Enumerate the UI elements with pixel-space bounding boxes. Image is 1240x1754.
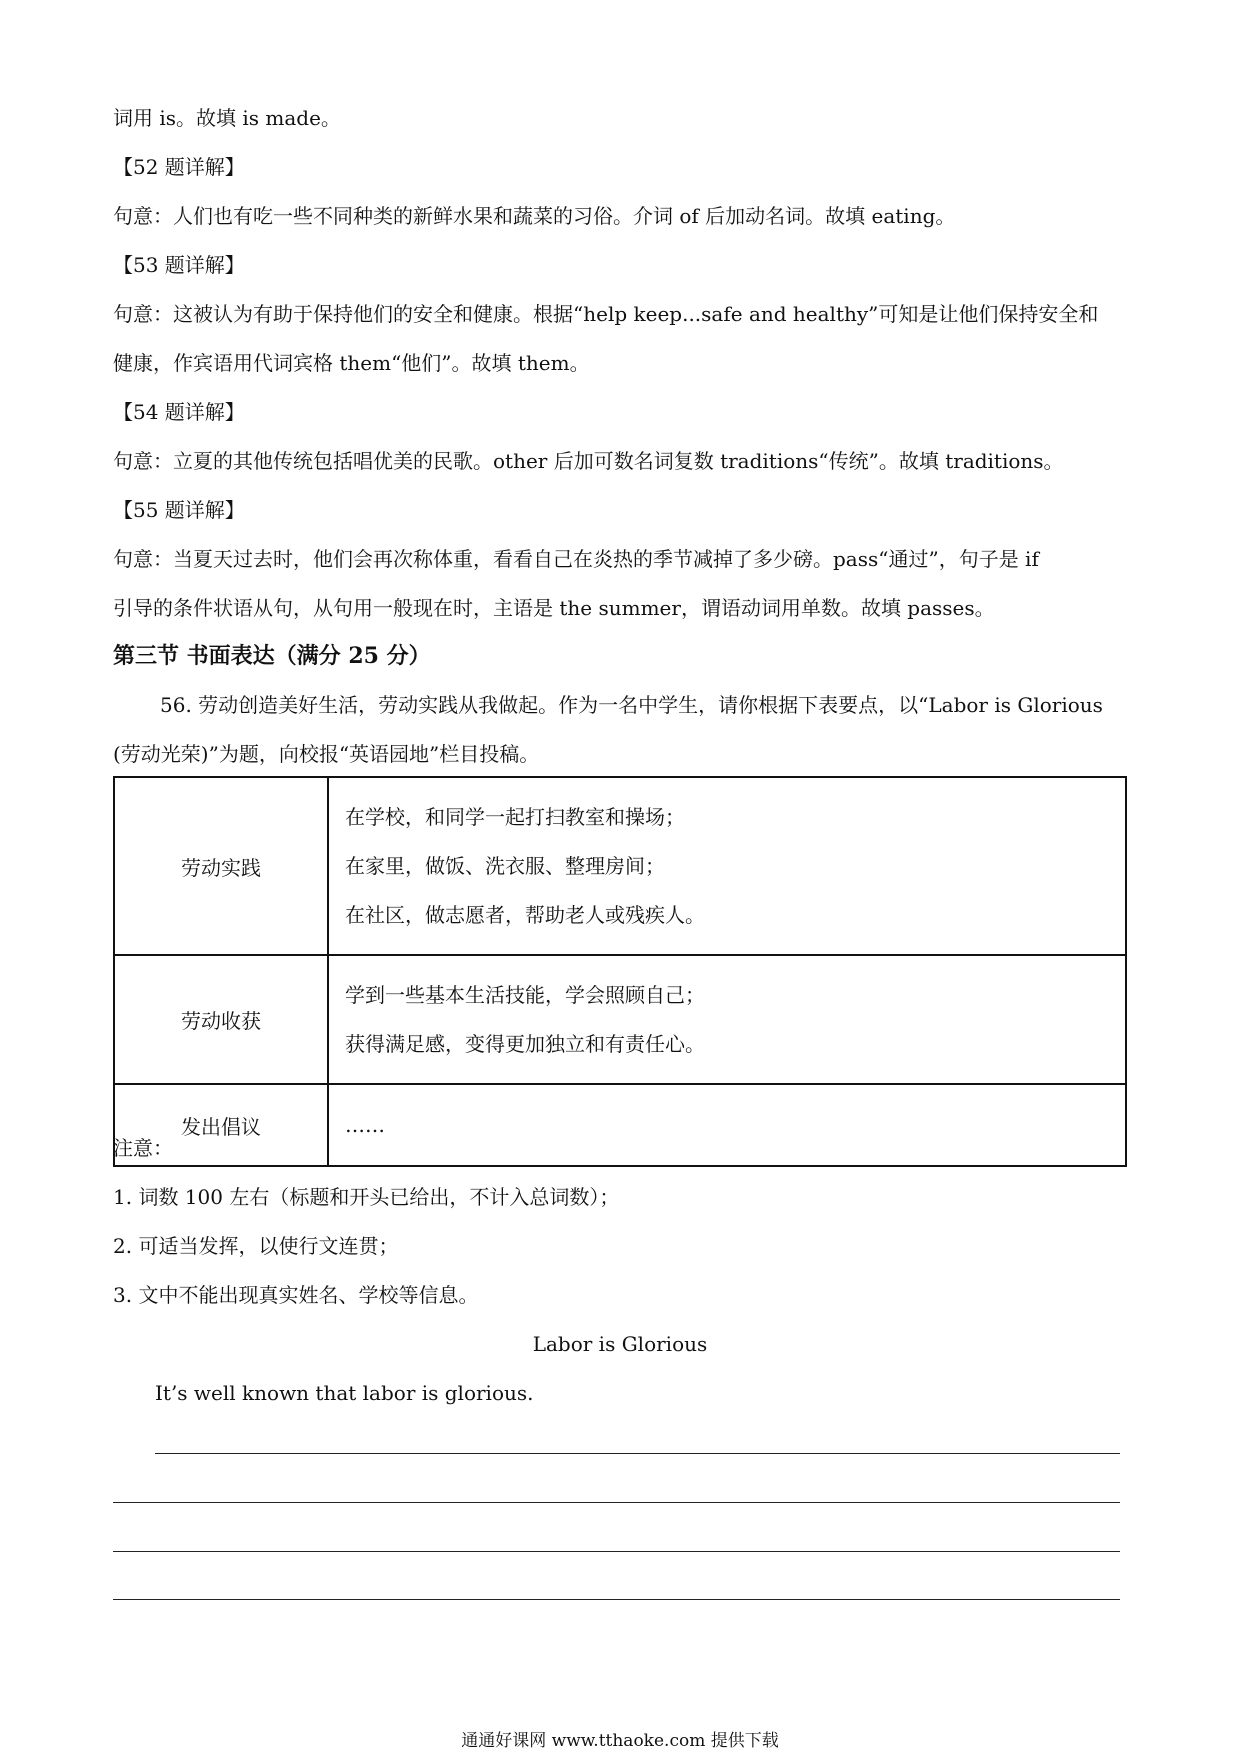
answer-text: 引导的条件状语从句，从句用一般现在时，主语是 the summer，谓语动词用单数。故填 passes。: [113, 596, 995, 620]
writing-line[interactable]: [113, 1502, 1120, 1503]
footer-watermark: 通通好课网 www.tthaoke.com 提供下载: [461, 1731, 779, 1751]
answer-text: 句意：当夏天过去时，他们会再次称体重，看看自己在炎热的季节减掉了多少磅。pass“通过”，句子是 if: [113, 547, 1039, 571]
table-row-label: 劳动实践: [114, 777, 328, 955]
table-row-label: 劳动收获: [114, 955, 328, 1084]
answer-text: 句意：人们也有吃一些不同种类的新鲜水果和蔬菜的习俗。介词 of 后加动名词。故填 eating。: [113, 204, 956, 228]
table-row-content: [328, 777, 1126, 955]
answer-text: 健康，作宾语用代词宾格 them“他们”。故填 them。: [113, 351, 590, 375]
answer-text: 句意：这被认为有助于保持他们的安全和健康。根据“help keep...safe and healthy”可知是让他们保持安全和: [113, 302, 1099, 326]
table-row: [114, 955, 1126, 1084]
question-prompt-line: 56. 劳动创造美好生活，劳动实践从我做起。作为一名中学生，请你根据下表要点，以“Labor is Glorious: [160, 693, 1103, 717]
question-heading-52: 【52 题详解】: [113, 155, 245, 179]
answer-text: 句意：立夏的其他传统包括唱优美的民歌。other 后加可数名词复数 traditions“传统”。故填 traditions。: [113, 449, 1064, 473]
table-row: [114, 777, 1126, 955]
note-item: 1. 词数 100 左右（标题和开头已给出，不计入总词数）；: [113, 1185, 620, 1209]
essay-opening: It’s well known that labor is glorious.: [155, 1381, 534, 1405]
writing-line[interactable]: [155, 1453, 1120, 1454]
table-row-content: [328, 1084, 1126, 1166]
answer-text: 词用 is。故填 is made。: [113, 106, 341, 130]
question-prompt-line: (劳动光荣)”为题，向校报“英语园地”栏目投稿。: [113, 742, 540, 766]
notes-heading: 注意：: [113, 1136, 173, 1160]
table-item: 学到一些基本生活技能，学会照顾自己；: [345, 982, 705, 1007]
table-item: 获得满足感，变得更加独立和有责任心。: [345, 1031, 705, 1056]
table-row-label: 发出倡议: [114, 1084, 328, 1166]
question-heading-54: 【54 题详解】: [113, 400, 245, 424]
note-item: 2. 可适当发挥，以使行文连贯；: [113, 1234, 399, 1258]
table-row: [114, 1084, 1126, 1166]
writing-line[interactable]: [113, 1551, 1120, 1552]
section-heading: 第三节 书面表达（满分 25 分）: [113, 643, 431, 669]
table-row-content: [328, 955, 1126, 1084]
table-item: 在社区，做志愿者，帮助老人或残疾人。: [345, 902, 705, 927]
table-item: ……: [345, 1112, 385, 1137]
prompt-table: [113, 776, 1127, 1167]
question-heading-55: 【55 题详解】: [113, 498, 245, 522]
writing-line[interactable]: [113, 1599, 1120, 1600]
table-item: 在家里，做饭、洗衣服、整理房间；: [345, 853, 665, 878]
question-heading-53: 【53 题详解】: [113, 253, 245, 277]
table-item: 在学校，和同学一起打扫教室和操场；: [345, 804, 685, 829]
note-item: 3. 文中不能出现真实姓名、学校等信息。: [113, 1283, 479, 1307]
essay-title: Labor is Glorious: [532, 1332, 708, 1356]
